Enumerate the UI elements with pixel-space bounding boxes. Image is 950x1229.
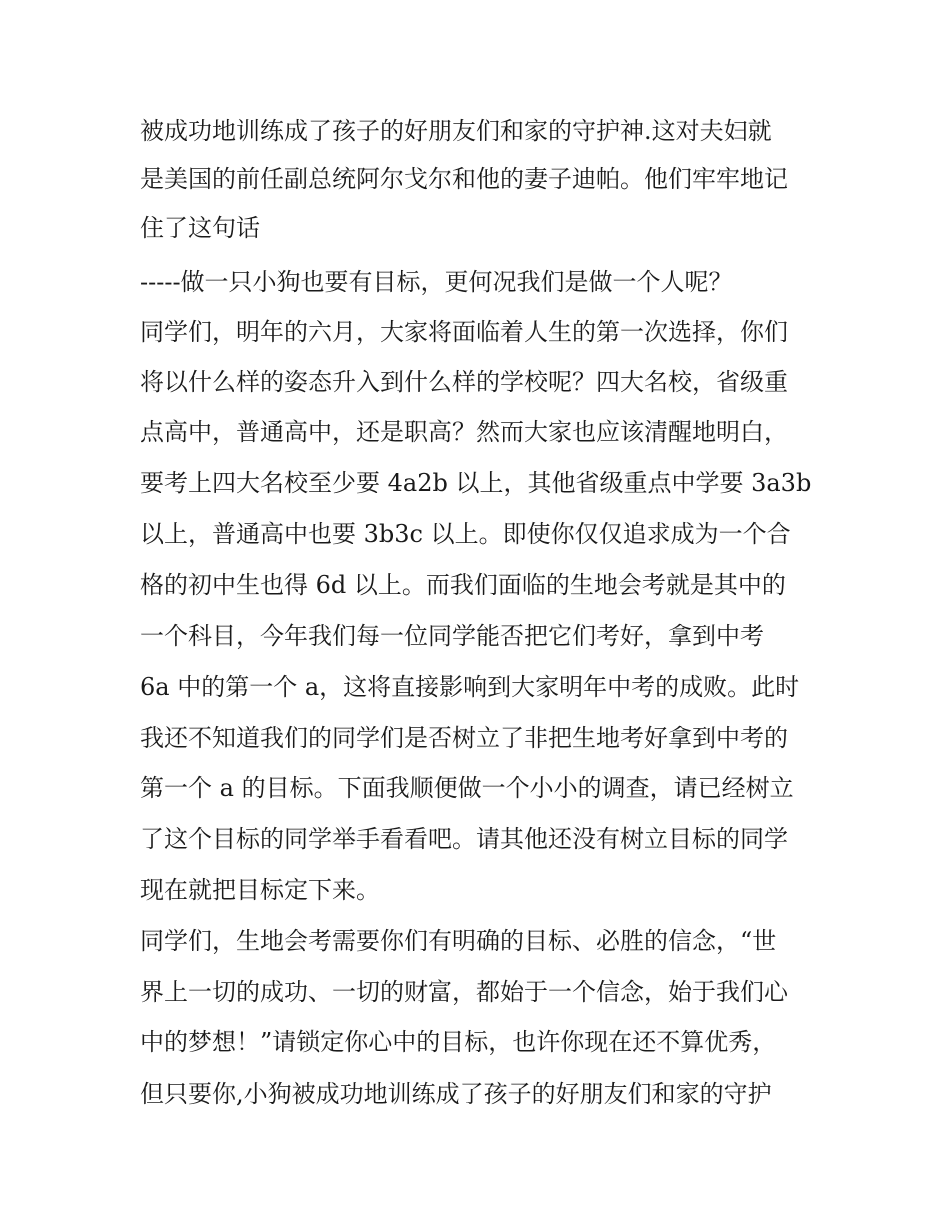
text-line-4: -----做一只小狗也要有目标，更何况我们是做一个人呢？ — [140, 268, 733, 296]
text-line-2: 是美国的前任副总统阿尔戈尔和他的妻子迪帕。他们牢牢地记 — [140, 165, 788, 193]
text-line-8: 要考上四大名校至少要 4a2b 以上，其他省级重点中学要 3a3b — [140, 469, 812, 497]
text-line-17: 同学们，生地会考需要你们有明确的目标、必胜的信念，“世 — [140, 927, 777, 955]
text-line-19: 中的梦想！”请锁定你心中的目标，也许你现在还不算优秀， — [140, 1028, 777, 1056]
text-line-1: 被成功地训练成了孩子的好朋友们和家的守护神.这对夫妇就 — [140, 117, 772, 145]
text-line-5: 同学们，明年的六月，大家将面临着人生的第一次选择，你们 — [140, 318, 788, 346]
text-line-10: 格的初中生也得 6d 以上。而我们面临的生地会考就是其中的 — [140, 571, 786, 599]
text-line-13: 我还不知道我们的同学们是否树立了非把生地考好拿到中考的 — [140, 724, 788, 752]
text-line-15: 了这个目标的同学举手看看吧。请其他还没有树立目标的同学 — [140, 825, 788, 853]
text-line-16: 现在就把目标定下来。 — [140, 876, 380, 904]
text-line-7: 点高中，普通高中，还是职高？然而大家也应该清醒地明白， — [140, 418, 788, 446]
text-line-3: 住了这句话 — [140, 214, 260, 242]
text-line-20: 但只要你,小狗被成功地训练成了孩子的好朋友们和家的守护 — [140, 1080, 772, 1108]
text-line-18: 界上一切的成功、一切的财富，都始于一个信念，始于我们心 — [140, 978, 788, 1006]
text-line-6: 将以什么样的姿态升入到什么样的学校呢？四大名校，省级重 — [140, 368, 788, 396]
text-line-11: 一个科目，今年我们每一位同学能否把它们考好，拿到中考 — [140, 622, 764, 650]
text-line-9: 以上，普通高中也要 3b3c 以上。即使你仅仅追求成为一个合 — [140, 520, 791, 548]
text-line-14: 第一个 a 的目标。下面我顺便做一个小小的调查，请已经树立 — [140, 774, 794, 802]
text-line-12: 6a 中的第一个 a，这将直接影响到大家明年中考的成败。此时 — [140, 673, 800, 701]
